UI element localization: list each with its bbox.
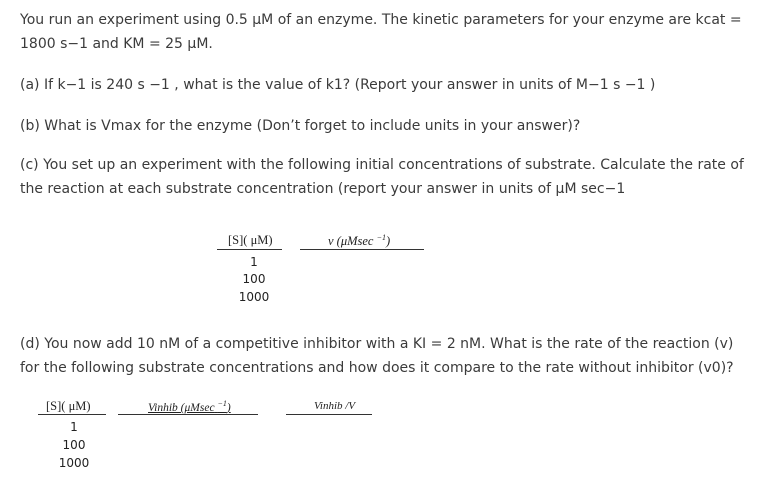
table2-cell: 100 (62, 438, 86, 452)
table1-header-underline (217, 249, 282, 250)
question-b: (b) What is Vmax for the enzyme (Don’t forget to include units in your answer)? (20, 118, 581, 134)
question-a: (a) If k−1 is 240 s −1 , what is the value of k1? (Report your answer in units of M−1 s −1 ) (20, 77, 656, 93)
table2-header-underline (38, 414, 106, 415)
table2-header-substrate: [S]( μM) (46, 399, 91, 413)
table1-header-rate: v (μMsec $^{-1}$) (328, 233, 391, 249)
table1-cell: 1000 (238, 290, 270, 304)
table2-header-ratio: Vinhib /V (314, 400, 356, 412)
table1-header-underline (300, 249, 424, 250)
table2-header-inhibited-rate: Vinhib (μMsec $^{-1}$) (148, 399, 231, 414)
table1-cell: 1 (250, 255, 258, 269)
table2-header-underline (286, 414, 372, 415)
table2-cell: 1 (70, 420, 78, 434)
table2-header-underline (118, 414, 258, 415)
table1-header-substrate: [S]( μM) (228, 233, 273, 247)
intro-text: You run an experiment using 0.5 μM of an enzyme. The kinetic parameters for your enzyme are kcat = 1800 s−1 and KM = 25 μM. (20, 12, 742, 52)
question-d: (d) You now add 10 nM of a competitive inhibitor with a KI = 2 nM. What is the rate of the reaction (v) for the following substrate concentrations and how does it compare to the rate without inhibitor (v0)? (20, 336, 734, 376)
table2-cell: 1000 (58, 456, 90, 470)
question-c: (c) You set up an experiment with the following initial concentrations of substrate. Calculate the rate of the reaction at each substrate concentration (report your answer in units of μM sec−1 (20, 157, 744, 197)
table1-cell: 100 (242, 272, 266, 286)
